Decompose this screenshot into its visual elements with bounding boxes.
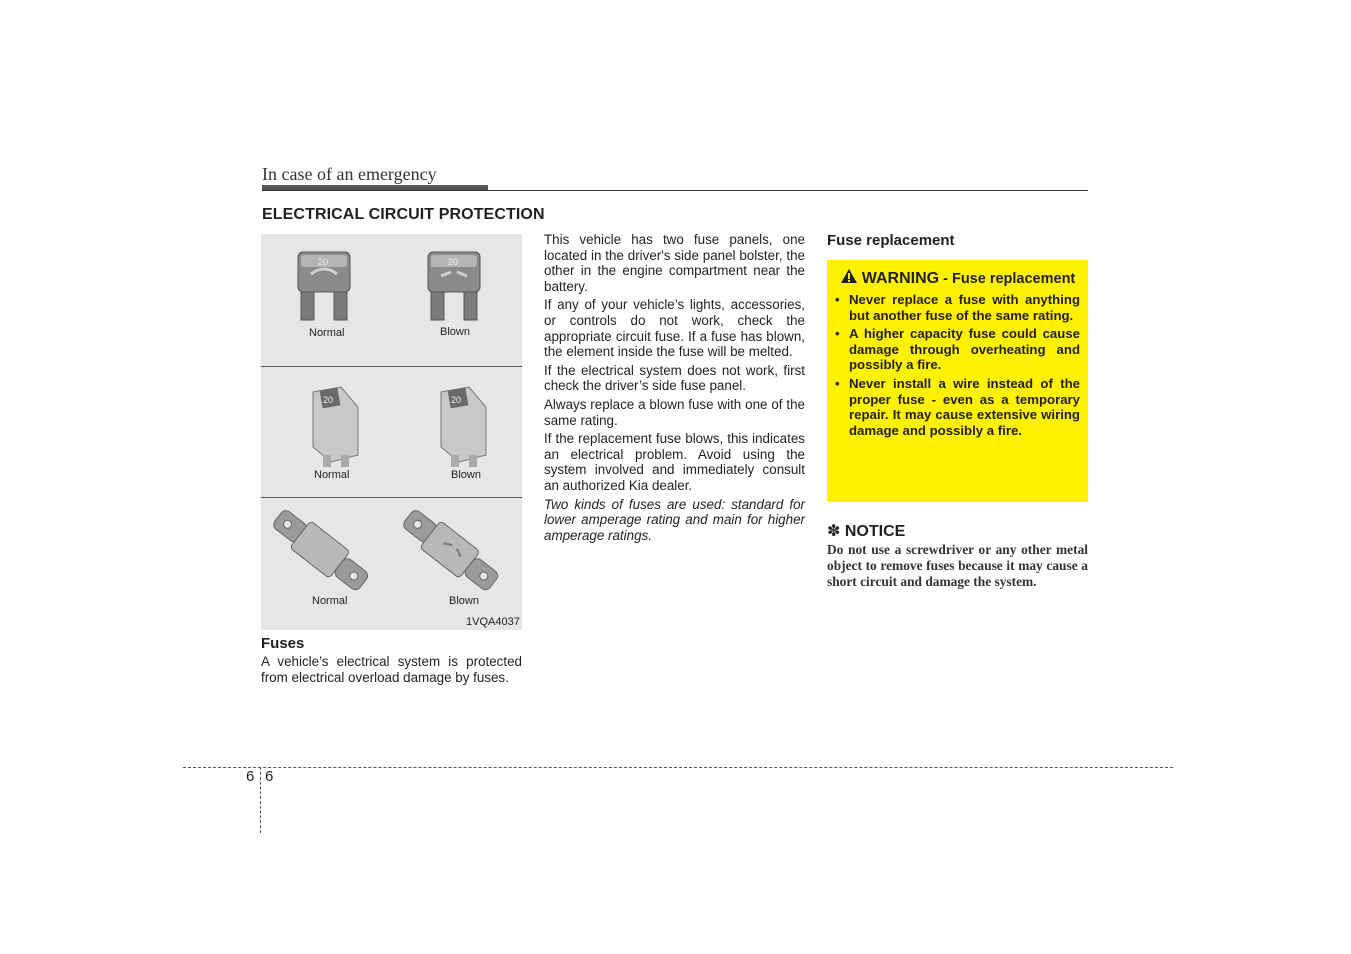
fuse-label-blown: Blown: [449, 595, 479, 607]
blade-fuse-blown-icon: [428, 252, 480, 320]
fuse-label-blown: Blown: [451, 469, 481, 481]
paragraph: This vehicle has two fuse panels, one located in the driver's side panel bolster, the other in the engine compartment near the battery.: [544, 232, 805, 294]
main-fuse-blown-icon: [398, 504, 504, 597]
blade-fuse-graphics: [261, 234, 522, 366]
notice-text: Do not use a screwdriver or any other metal object to remove fuses because it may cause a short circuit and damage the system.: [827, 542, 1088, 589]
main-fuse-graphics: [261, 498, 522, 630]
cartridge-fuse-blown-icon: [441, 387, 486, 467]
section-title: ELECTRICAL CIRCUIT PROTECTION: [262, 206, 545, 223]
warning-title: [835, 268, 1080, 288]
running-header-title: In case of an emergency: [262, 164, 437, 184]
warning-subject: - Fuse replacement: [939, 271, 1076, 287]
page-number: 6: [265, 768, 274, 785]
warning-item: • Never install a wire instead of the proper fuse - even as a temporary repair. It may cause extensive wiring damage and possibly a fire.: [835, 375, 1080, 438]
warning-box: [827, 260, 1088, 502]
fuses-paragraph: A vehicle’s electrical system is protected from electrical overload damage by fuses.: [261, 654, 522, 685]
blade-fuse-row: [261, 234, 522, 366]
paragraph: If the electrical system does not work, first check the driver’s side fuse panel.: [544, 362, 805, 394]
fuse-panel-description: [544, 232, 805, 546]
svg-text:20: 20: [318, 257, 329, 267]
header-rule: [262, 190, 1088, 191]
paragraph: If the replacement fuse blows, this indicates an electrical problem. Avoid using the system involved and immediately consult an authorized Kia dealer.: [544, 431, 805, 493]
warning-triangle-icon: [840, 268, 858, 284]
fuse-label-normal: Normal: [312, 595, 348, 607]
fuse-label-blown: Blown: [440, 326, 470, 338]
footer-divider: [260, 767, 261, 833]
svg-text:20: 20: [448, 257, 459, 267]
svg-text:20: 20: [451, 395, 462, 405]
cartridge-fuse-row: [261, 367, 522, 497]
figure-code: 1VQA4037: [466, 616, 520, 628]
svg-text:20: 20: [323, 395, 334, 405]
warning-label: WARNING: [861, 270, 940, 287]
fuse-illustration: [261, 234, 522, 630]
warning-item: • Never replace a fuse with anything but another fuse of the same rating.: [835, 292, 1080, 323]
fuse-label-normal: Normal: [309, 327, 345, 339]
main-fuse-normal-icon: [268, 504, 374, 597]
cartridge-fuse-normal-icon: [313, 387, 358, 467]
fuse-replacement-heading: Fuse replacement: [827, 232, 955, 249]
warning-list: [835, 292, 1080, 438]
fuse-label-normal: Normal: [314, 469, 350, 481]
paragraph: Always replace a blown fuse with one of the same rating.: [544, 396, 805, 428]
main-fuse-row: [261, 498, 522, 630]
notice-heading: [827, 521, 905, 541]
warning-item: • A higher capacity fuse could cause damage through overheating and possibly a fire.: [835, 326, 1080, 373]
chapter-number: 6: [246, 768, 255, 785]
notice-asterisk-icon: ✽: [827, 523, 841, 540]
blade-fuse-normal-icon: [298, 252, 350, 320]
footer-rule: [183, 767, 1173, 768]
fuses-heading: Fuses: [261, 635, 305, 652]
fuse-types-note: Two kinds of fuses are used: standard for lower amperage rating and main for higher amperage ratings.: [544, 496, 805, 543]
notice-title: NOTICE: [844, 523, 906, 540]
paragraph: If any of your vehicle’s lights, accessories, or controls do not work, check the appropriate circuit fuse. If a fuse has blown, the element inside the fuse will be melted.: [544, 297, 805, 360]
cartridge-fuse-graphics: [261, 367, 522, 497]
